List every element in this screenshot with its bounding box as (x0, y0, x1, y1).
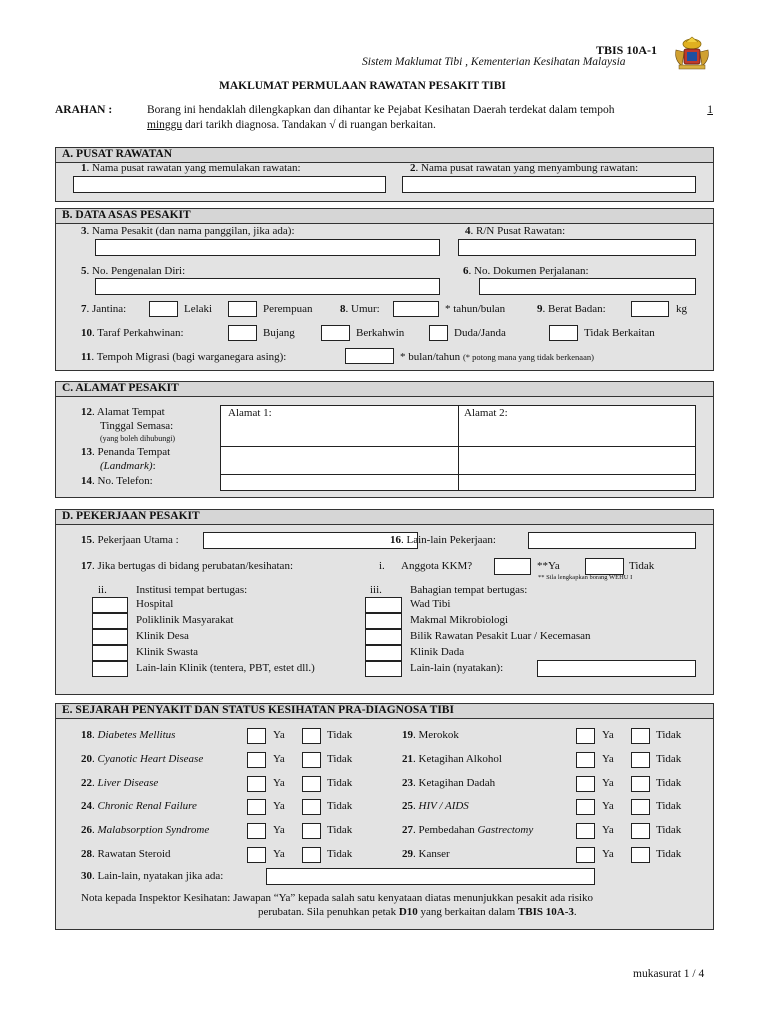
q2-text: . Nama pusat rawatan yang menyambung rawatan: (415, 162, 639, 174)
section-b-title: B. DATA ASAS PESAKIT (62, 209, 191, 221)
q13-label (81, 446, 170, 458)
q15-occupation-input[interactable] (203, 532, 418, 549)
q17-iii-label: iii. (370, 584, 382, 596)
kkm-yes-label: **Ya (537, 560, 560, 572)
system-name: Sistem Maklumat Tibi , Kementerian Kesihatan Malaysia (362, 56, 626, 68)
inst-klinik-swasta-label: Klinik Swasta (136, 646, 199, 658)
section-e-header (56, 704, 713, 719)
history-item-28-yes-label: Ya (273, 848, 285, 860)
history-item-27-text: Gastrectomy (477, 824, 534, 836)
landmark2-input[interactable] (458, 446, 696, 475)
q9-text: . Berat Badan: (542, 303, 606, 315)
q30-number: 30 (81, 870, 92, 882)
q16-text: . Lain-lain Pekerjaan: (401, 534, 496, 546)
section-c-title: C. ALAMAT PESAKIT (62, 382, 179, 394)
history-item-18-no-checkbox[interactable] (302, 728, 321, 744)
history-item-26-yes-label: Ya (273, 824, 285, 836)
history-item-24-no-label: Tidak (327, 800, 353, 812)
inst-klinik-swasta-checkbox[interactable] (92, 645, 128, 661)
q15-number: 15 (81, 534, 92, 546)
address2-input[interactable] (458, 405, 696, 447)
history-item-19-text: Merokok (418, 729, 459, 741)
history-item-21-dot: . (413, 753, 419, 765)
note-text-c: yang berkaitan dalam (417, 906, 518, 918)
q4-rn-input[interactable] (458, 239, 696, 256)
q5-label (81, 265, 185, 277)
history-item-22-text: Liver Disease (97, 777, 159, 789)
q14-label (81, 475, 153, 487)
institution-heading: Institusi tempat bertugas: (136, 584, 248, 596)
q17-number: 17 (81, 560, 92, 572)
dept-klinik-dada-label: Klinik Dada (410, 646, 465, 658)
weight-unit: kg (676, 303, 687, 315)
widowed-label: Duda/Janda (454, 327, 506, 339)
q12-text-a: . Alamat Tempat (92, 406, 165, 418)
history-item-25-number: 25 (402, 800, 413, 812)
q30-label (81, 870, 223, 882)
phone2-input[interactable] (458, 474, 696, 491)
note-line1: Nota kepada Inspektor Kesihatan: Jawapan “Ya” kepada salah satu kenyataan diatas menunjukkan pesakit ada risiko (81, 892, 594, 904)
history-item-26-label (81, 824, 209, 836)
history-item-20-number: 20 (81, 753, 92, 765)
q8-age-input[interactable] (393, 301, 439, 317)
history-item-20-dot: . (92, 753, 98, 765)
history-item-25-label (402, 800, 469, 812)
note-line2 (258, 906, 577, 918)
section-d-title: D. PEKERJAAN PESAKIT (62, 510, 200, 522)
instructions-text-b: dari tarikh diagnosa. Tandakan √ di ruangan berkaitan. (182, 119, 436, 131)
q17-text: . Jika bertugas di bidang perubatan/kesihatan: (92, 560, 293, 572)
history-item-19-dot: . (413, 729, 419, 741)
q12-label (81, 406, 165, 418)
q1-number: 1 (81, 162, 87, 174)
q13-label-b (100, 460, 156, 472)
instructions-line1 (147, 104, 713, 116)
history-item-18-no-label: Tidak (327, 729, 353, 741)
history-item-21-yes-label: Ya (602, 753, 614, 765)
history-item-29-no-checkbox[interactable] (631, 847, 650, 863)
kkm-yes-checkbox[interactable] (494, 558, 531, 575)
q2-label (410, 162, 638, 174)
history-item-21-number: 21 (402, 753, 413, 765)
landmark1-input[interactable] (220, 446, 459, 475)
history-item-24-number: 24 (81, 800, 92, 812)
q8-number: 8 (340, 303, 346, 315)
history-item-25-no-checkbox[interactable] (631, 799, 650, 815)
dept-lain-lain-checkbox[interactable] (365, 661, 402, 677)
q15-label (81, 534, 179, 546)
wehu-note: ** Sila lengkapkan borang WEHU I (538, 574, 633, 581)
q5-text: . No. Pengenalan Diri: (86, 265, 186, 277)
instructions-week: minggu (147, 119, 183, 131)
history-item-26-text: Malabsorption Syndrome (97, 824, 210, 836)
q3-patient-name-input[interactable] (95, 239, 440, 256)
q13-text-a: . Penanda Tempat (92, 446, 171, 458)
q2-treatment-continue-input[interactable] (402, 176, 696, 193)
history-item-28-text: Rawatan Steroid (97, 848, 171, 860)
malaysia-coat-of-arms-icon (672, 36, 712, 72)
instructions-text-a: Borang ini hendaklah dilengkapkan dan dihantar ke Pejabat Kesihatan Daerah terdekat dalam tempoh (147, 104, 615, 116)
history-item-27-dot: . (413, 824, 419, 836)
migration-note: (* potong mana yang tidak berkenaan) (462, 352, 594, 362)
q11-label (81, 351, 286, 363)
department-heading: Bahagian tempat bertugas: (410, 584, 528, 596)
history-item-20-yes-label: Ya (273, 753, 285, 765)
section-a-title: A. PUSAT RAWATAN (62, 148, 173, 160)
q16-label (390, 534, 496, 546)
male-checkbox[interactable] (149, 301, 178, 317)
inst-lain-lain-checkbox[interactable] (92, 661, 128, 677)
q16-number: 16 (390, 534, 401, 546)
history-item-26-number: 26 (81, 824, 92, 836)
history-item-27-no-checkbox[interactable] (631, 823, 650, 839)
q6-number: 6 (463, 265, 469, 277)
q12-number: 12 (81, 406, 92, 418)
kkm-no-checkbox[interactable] (585, 558, 624, 575)
section-d (55, 509, 714, 695)
q14-number: 14 (81, 475, 92, 487)
q5-id-number-input[interactable] (95, 278, 440, 295)
instructions-label: ARAHAN : (55, 104, 113, 116)
history-item-26-dot: . (92, 824, 98, 836)
history-item-23-no-checkbox[interactable] (631, 776, 650, 792)
q7-label (81, 303, 126, 315)
history-item-28-label (81, 848, 171, 860)
marital-not-applicable-label: Tidak Berkaitan (584, 327, 655, 339)
inst-hospital-checkbox[interactable] (92, 597, 128, 613)
section-e-title: E. SEJARAH PENYAKIT DAN STATUS KESIHATAN PRA-DIAGNOSA TIBI (62, 704, 454, 716)
history-item-20-no-checkbox[interactable] (302, 752, 321, 768)
history-item-26-no-checkbox[interactable] (302, 823, 321, 839)
history-item-27-label (402, 824, 533, 836)
history-item-27-yes-checkbox[interactable] (576, 823, 595, 839)
q15-text: . Pekerjaan Utama : (92, 534, 179, 546)
q7-number: 7 (81, 303, 87, 315)
q8-label (340, 303, 380, 315)
q11-migration-input[interactable] (345, 348, 394, 364)
widowed-checkbox[interactable] (429, 325, 448, 341)
q1-text: . Nama pusat rawatan yang memulakan rawatan: (86, 162, 301, 174)
history-item-29-yes-label: Ya (602, 848, 614, 860)
q3-number: 3 (81, 225, 87, 237)
q6-text: . No. Dokumen Perjalanan: (468, 265, 589, 277)
history-item-29-yes-checkbox[interactable] (576, 847, 595, 863)
history-item-22-number: 22 (81, 777, 92, 789)
female-checkbox[interactable] (228, 301, 257, 317)
history-item-19-yes-checkbox[interactable] (576, 728, 595, 744)
q2-number: 2 (410, 162, 416, 174)
history-item-19-yes-label: Ya (602, 729, 614, 741)
q13-colon: : (152, 460, 156, 472)
history-item-29-label (402, 848, 450, 860)
dept-wad-tibi-label: Wad Tibi (410, 598, 451, 610)
dept-wad-tibi-checkbox[interactable] (365, 597, 402, 613)
marital-not-applicable-checkbox[interactable] (549, 325, 578, 341)
history-item-29-number: 29 (402, 848, 413, 860)
q8-text: . Umur: (345, 303, 380, 315)
q1-label (81, 162, 301, 174)
history-item-24-yes-label: Ya (273, 800, 285, 812)
history-item-29-text: Kanser (418, 848, 450, 860)
note-d10: D10 (398, 906, 418, 918)
history-item-24-text: Chronic Renal Failure (97, 800, 197, 812)
instructions-line2 (147, 119, 436, 131)
q6-label (463, 265, 589, 277)
history-item-28-no-label: Tidak (327, 848, 353, 860)
q11-text: . Tempoh Migrasi (bagi warganegara asing): (91, 351, 287, 363)
history-item-21-label (402, 753, 502, 765)
dept-klinik-dada-checkbox[interactable] (365, 645, 402, 661)
history-item-28-dot: . (92, 848, 98, 860)
dept-lain-lain-label: Lain-lain (nyatakan): (410, 662, 504, 674)
q17-ii-label: ii. (98, 584, 107, 596)
history-item-22-no-label: Tidak (327, 777, 353, 789)
history-item-20-label (81, 753, 203, 765)
history-item-23-text: Ketagihan Dadah (418, 777, 496, 789)
section-a-header (56, 148, 713, 163)
inst-poliklinik-label: Poliklinik Masyarakat (136, 614, 234, 626)
q12-label-b: Tinggal Semasa: (100, 420, 174, 432)
q17-i-label: i. (379, 560, 385, 572)
male-label: Lelaki (184, 303, 213, 315)
history-item-21-no-checkbox[interactable] (631, 752, 650, 768)
married-checkbox[interactable] (321, 325, 350, 341)
dept-makmal-checkbox[interactable] (365, 613, 402, 629)
kkm-no-label: Tidak (629, 560, 655, 572)
history-item-28-number: 28 (81, 848, 92, 860)
history-item-27-no-label: Tidak (656, 824, 682, 836)
instructions-days: 1 (707, 104, 713, 116)
q30-other-input[interactable] (266, 868, 595, 885)
note-text-a: perubatan. Sila penuhkan petak (258, 906, 399, 918)
single-label: Bujang (263, 327, 295, 339)
q9-number: 9 (537, 303, 543, 315)
q13-number: 13 (81, 446, 92, 458)
history-item-22-no-checkbox[interactable] (302, 776, 321, 792)
section-e (55, 703, 714, 930)
q10-number: 10 (81, 327, 92, 339)
q7-text: . Jantina: (86, 303, 127, 315)
history-item-20-no-label: Tidak (327, 753, 353, 765)
history-item-20-text: Cyanotic Heart Disease (97, 753, 204, 765)
history-item-19-label (402, 729, 459, 741)
form-code: TBIS 10A-1 (596, 43, 658, 57)
section-b (55, 208, 714, 371)
history-item-22-yes-label: Ya (273, 777, 285, 789)
single-checkbox[interactable] (228, 325, 257, 341)
history-item-18-label (81, 729, 175, 741)
history-item-25-yes-checkbox[interactable] (576, 799, 595, 815)
inst-klinik-desa-checkbox[interactable] (92, 629, 128, 645)
history-item-27-yes-label: Ya (602, 824, 614, 836)
section-b-header (56, 209, 713, 224)
q9-label (537, 303, 606, 315)
dept-makmal-label: Makmal Mikrobiologi (410, 614, 509, 626)
history-item-23-yes-checkbox[interactable] (576, 776, 595, 792)
address2-label: Alamat 2: (464, 407, 508, 419)
dept-bilik-rawatan-checkbox[interactable] (365, 629, 402, 645)
history-item-25-dot: . (413, 800, 419, 812)
phone1-input[interactable] (220, 474, 459, 491)
history-item-18-yes-checkbox[interactable] (247, 728, 266, 744)
q3-label (81, 225, 295, 237)
q5-number: 5 (81, 265, 87, 277)
history-item-28-yes-checkbox[interactable] (247, 847, 266, 863)
married-label: Berkahwin (356, 327, 405, 339)
kkm-label: Anggota KKM? (401, 560, 473, 572)
history-item-21-no-label: Tidak (656, 753, 682, 765)
section-a (55, 147, 714, 202)
history-item-27-prefix: Pembedahan (418, 824, 478, 836)
history-item-24-no-checkbox[interactable] (302, 799, 321, 815)
section-d-header (56, 510, 713, 525)
q6-travel-doc-input[interactable] (479, 278, 696, 295)
address1-label: Alamat 1: (228, 407, 272, 419)
history-item-23-yes-label: Ya (602, 777, 614, 789)
age-unit: * tahun/bulan (445, 303, 506, 315)
q4-label (465, 225, 565, 237)
history-item-19-no-label: Tidak (656, 729, 682, 741)
history-item-18-yes-label: Ya (273, 729, 285, 741)
q16-other-occupation-input[interactable] (528, 532, 696, 549)
history-item-23-no-label: Tidak (656, 777, 682, 789)
history-item-29-no-label: Tidak (656, 848, 682, 860)
dept-lain-lain-input[interactable] (537, 660, 696, 677)
inst-klinik-desa-label: Klinik Desa (136, 630, 189, 642)
dept-bilik-rawatan-label: Bilik Rawatan Pesakit Luar / Kecemasan (410, 630, 591, 642)
note-text-e: . (573, 906, 577, 918)
address1-input[interactable] (220, 405, 459, 447)
history-item-27-number: 27 (402, 824, 413, 836)
history-item-25-text: HIV / AIDS (418, 800, 469, 812)
q4-number: 4 (465, 225, 471, 237)
q13-landmark: (Landmark) (100, 460, 153, 472)
history-item-20-yes-checkbox[interactable] (247, 752, 266, 768)
history-item-24-label (81, 800, 197, 812)
history-item-22-dot: . (92, 777, 98, 789)
q10-text: . Taraf Perkahwinan: (92, 327, 184, 339)
history-item-22-yes-checkbox[interactable] (247, 776, 266, 792)
q9-weight-input[interactable] (631, 301, 669, 317)
page-number: mukasurat 1 / 4 (633, 968, 705, 980)
history-item-24-dot: . (92, 800, 98, 812)
inst-lain-lain-label: Lain-lain Klinik (tentera, PBT, estet dll.) (136, 662, 315, 674)
q3-text: . Nama Pesakit (dan nama panggilan, jika ada): (86, 225, 295, 237)
section-c (55, 381, 714, 498)
q4-text: . R/N Pusat Rawatan: (470, 225, 566, 237)
q17-label (81, 560, 293, 572)
history-item-29-dot: . (413, 848, 419, 860)
history-item-25-yes-label: Ya (602, 800, 614, 812)
inst-poliklinik-checkbox[interactable] (92, 613, 128, 629)
history-item-24-yes-checkbox[interactable] (247, 799, 266, 815)
history-item-26-no-label: Tidak (327, 824, 353, 836)
history-item-23-dot: . (413, 777, 419, 789)
history-item-19-number: 19 (402, 729, 413, 741)
history-item-23-label (402, 777, 495, 789)
section-c-header (56, 382, 713, 397)
history-item-21-text: Ketagihan Alkohol (418, 753, 502, 765)
q30-text: . Lain-lain, nyatakan jika ada: (92, 870, 224, 882)
note-form-ref: TBIS 10A-3 (517, 906, 574, 918)
history-item-22-label (81, 777, 158, 789)
history-item-25-no-label: Tidak (656, 800, 682, 812)
form-title: MAKLUMAT PERMULAAN RAWATAN PESAKIT TIBI (219, 80, 506, 92)
history-item-18-number: 18 (81, 729, 92, 741)
history-item-21-yes-checkbox[interactable] (576, 752, 595, 768)
inst-hospital-label: Hospital (136, 598, 174, 610)
history-item-28-no-checkbox[interactable] (302, 847, 321, 863)
q12-note: (yang boleh dihubungi) (100, 434, 176, 443)
q10-label (81, 327, 184, 339)
migration-unit (400, 351, 594, 363)
history-item-23-number: 23 (402, 777, 413, 789)
q1-treatment-start-input[interactable] (73, 176, 386, 193)
female-label: Perempuan (263, 303, 313, 315)
history-item-18-dot: . (92, 729, 98, 741)
history-item-19-no-checkbox[interactable] (631, 728, 650, 744)
history-item-18-text: Diabetes Mellitus (97, 729, 176, 741)
migration-unit-text: * bulan/tahun (400, 351, 461, 363)
history-item-26-yes-checkbox[interactable] (247, 823, 266, 839)
q11-number: 11 (81, 351, 92, 363)
q14-text: . No. Telefon: (92, 475, 153, 487)
